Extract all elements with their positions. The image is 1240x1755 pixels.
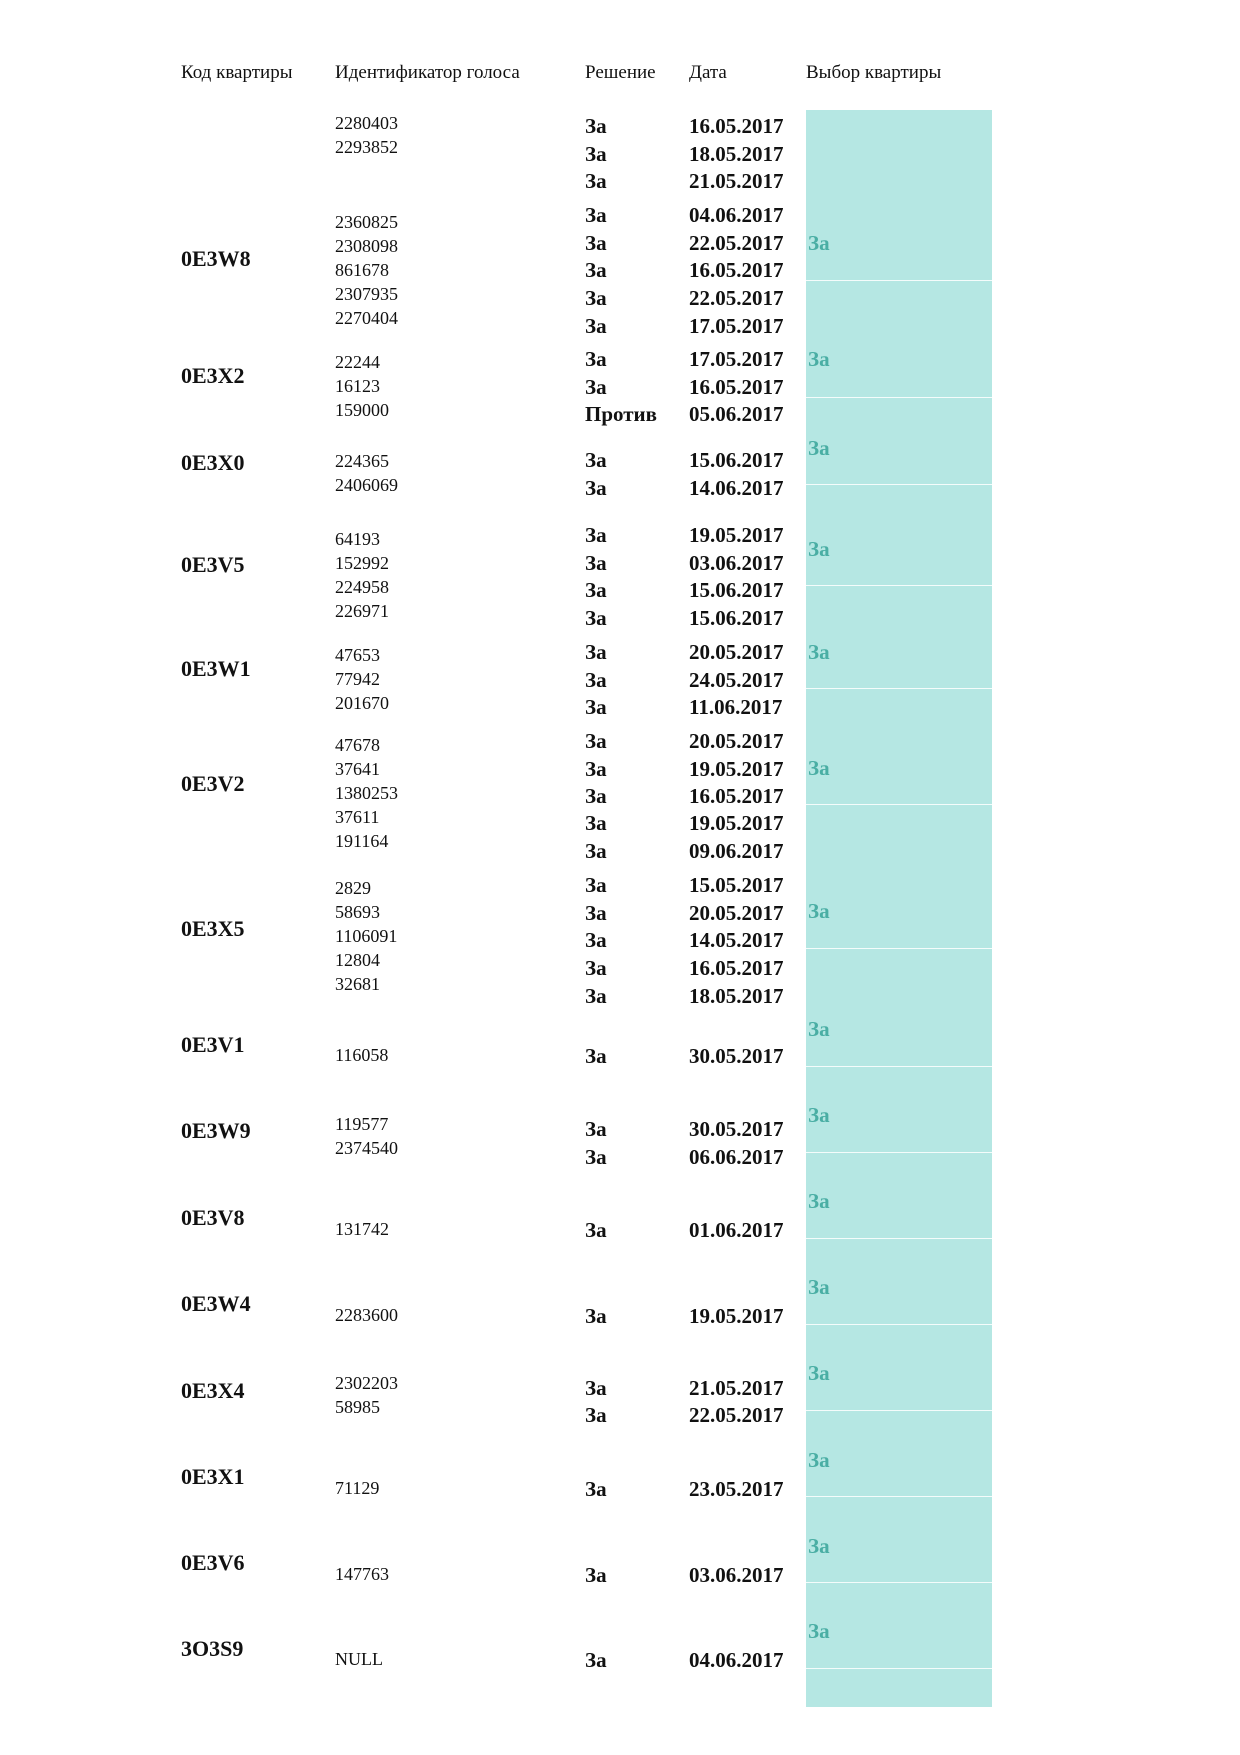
apartment-choice: За bbox=[808, 436, 830, 460]
apartment-choice: За bbox=[808, 756, 830, 780]
vote-id: 2360825 bbox=[335, 212, 398, 232]
vote-id: 119577 bbox=[335, 1114, 389, 1134]
vote-id: 226971 bbox=[335, 601, 389, 621]
vote-date: 30.05.2017 bbox=[689, 1117, 784, 1141]
vote-id: 22244 bbox=[335, 352, 380, 372]
row-divider bbox=[806, 1496, 992, 1497]
apartment-code: 0E3V5 bbox=[181, 552, 245, 577]
vote-decision: За bbox=[585, 142, 607, 166]
vote-date: 15.06.2017 bbox=[689, 606, 784, 630]
vote-date: 16.05.2017 bbox=[689, 114, 784, 138]
apartment-choice: За bbox=[808, 231, 830, 255]
vote-date: 22.05.2017 bbox=[689, 1403, 784, 1427]
apartment-code: 0E3W8 bbox=[181, 246, 251, 271]
vote-id: 224958 bbox=[335, 577, 389, 597]
row-divider bbox=[806, 585, 992, 586]
vote-decision: За bbox=[585, 668, 607, 692]
vote-date: 15.05.2017 bbox=[689, 873, 784, 897]
apartment-choice: За bbox=[808, 1017, 830, 1041]
vote-date: 16.05.2017 bbox=[689, 956, 784, 980]
vote-id: NULL bbox=[335, 1649, 383, 1669]
row-divider bbox=[806, 1668, 992, 1669]
row-divider bbox=[806, 1066, 992, 1067]
vote-id: 58985 bbox=[335, 1397, 380, 1417]
vote-id: 2406069 bbox=[335, 475, 398, 495]
vote-id: 224365 bbox=[335, 451, 389, 471]
vote-date: 17.05.2017 bbox=[689, 347, 784, 371]
vote-date: 06.06.2017 bbox=[689, 1145, 784, 1169]
vote-decision: За bbox=[585, 375, 607, 399]
vote-id: 1380253 bbox=[335, 783, 398, 803]
row-divider bbox=[806, 484, 992, 485]
vote-id: 147763 bbox=[335, 1564, 389, 1584]
vote-date: 16.05.2017 bbox=[689, 375, 784, 399]
vote-decision: За bbox=[585, 203, 607, 227]
vote-id: 2308098 bbox=[335, 236, 398, 256]
apartment-choice: За bbox=[808, 1448, 830, 1472]
vote-id: 2307935 bbox=[335, 284, 398, 304]
apartment-code: 0E3V1 bbox=[181, 1032, 245, 1057]
vote-date: 04.06.2017 bbox=[689, 1648, 784, 1672]
vote-id: 2293852 bbox=[335, 137, 398, 157]
vote-decision: За bbox=[585, 551, 607, 575]
apartment-code: 0E3X4 bbox=[181, 1378, 245, 1403]
vote-date: 11.06.2017 bbox=[689, 695, 783, 719]
vote-date: 22.05.2017 bbox=[689, 286, 784, 310]
vote-decision: За bbox=[585, 729, 607, 753]
vote-id: 2270404 bbox=[335, 308, 398, 328]
header-decision: Решение bbox=[585, 62, 656, 83]
vote-id: 47678 bbox=[335, 735, 380, 755]
vote-decision: За bbox=[585, 757, 607, 781]
vote-decision: За bbox=[585, 606, 607, 630]
apartment-code: 3O3S9 bbox=[181, 1636, 244, 1661]
row-divider bbox=[806, 397, 992, 398]
vote-date: 20.05.2017 bbox=[689, 729, 784, 753]
vote-decision: За bbox=[585, 839, 607, 863]
vote-decision: За bbox=[585, 523, 607, 547]
row-divider bbox=[806, 688, 992, 689]
row-divider bbox=[806, 1238, 992, 1239]
vote-date: 21.05.2017 bbox=[689, 1376, 784, 1400]
vote-decision: За bbox=[585, 1304, 607, 1328]
vote-id: 64193 bbox=[335, 529, 380, 549]
vote-id: 159000 bbox=[335, 400, 389, 420]
vote-date: 14.05.2017 bbox=[689, 928, 784, 952]
apartment-choice: За bbox=[808, 1275, 830, 1299]
apartment-code: 0E3X5 bbox=[181, 916, 245, 941]
vote-date: 17.05.2017 bbox=[689, 314, 784, 338]
vote-date: 30.05.2017 bbox=[689, 1044, 784, 1068]
vote-decision: За bbox=[585, 1218, 607, 1242]
apartment-code: 0E3X1 bbox=[181, 1464, 245, 1489]
vote-decision: За bbox=[585, 1117, 607, 1141]
vote-date: 04.06.2017 bbox=[689, 203, 784, 227]
vote-date: 01.06.2017 bbox=[689, 1218, 784, 1242]
apartment-choice: За bbox=[808, 537, 830, 561]
selection-column bbox=[806, 110, 992, 1707]
vote-date: 16.05.2017 bbox=[689, 784, 784, 808]
vote-id: 2829 bbox=[335, 878, 371, 898]
vote-date: 21.05.2017 bbox=[689, 169, 784, 193]
vote-date: 15.06.2017 bbox=[689, 448, 784, 472]
vote-id: 37611 bbox=[335, 807, 380, 827]
vote-id: 71129 bbox=[335, 1478, 380, 1498]
apartment-code: 0E3V2 bbox=[181, 771, 245, 796]
vote-decision: За bbox=[585, 984, 607, 1008]
vote-id: 861678 bbox=[335, 260, 389, 280]
vote-date: 18.05.2017 bbox=[689, 984, 784, 1008]
vote-date: 19.05.2017 bbox=[689, 811, 784, 835]
row-divider bbox=[806, 1324, 992, 1325]
vote-id: 2280403 bbox=[335, 113, 398, 133]
vote-date: 24.05.2017 bbox=[689, 668, 784, 692]
vote-decision: За bbox=[585, 695, 607, 719]
vote-date: 14.06.2017 bbox=[689, 476, 784, 500]
vote-date: 19.05.2017 bbox=[689, 523, 784, 547]
row-divider bbox=[806, 280, 992, 281]
vote-date: 23.05.2017 bbox=[689, 1477, 784, 1501]
row-divider bbox=[806, 948, 992, 949]
vote-date: 20.05.2017 bbox=[689, 640, 784, 664]
vote-id: 152992 bbox=[335, 553, 389, 573]
vote-id: 2302203 bbox=[335, 1373, 398, 1393]
vote-decision: За bbox=[585, 231, 607, 255]
vote-id: 116058 bbox=[335, 1045, 389, 1065]
vote-date: 20.05.2017 bbox=[689, 901, 784, 925]
apartment-choice: За bbox=[808, 640, 830, 664]
apartment-code: 0E3W1 bbox=[181, 656, 251, 681]
vote-decision: За bbox=[585, 1477, 607, 1501]
vote-id: 37641 bbox=[335, 759, 380, 779]
vote-decision: За bbox=[585, 578, 607, 602]
apartment-code: 0E3V6 bbox=[181, 1550, 245, 1575]
header-code: Код квартиры bbox=[181, 62, 293, 83]
vote-date: 03.06.2017 bbox=[689, 1563, 784, 1587]
vote-date: 03.06.2017 bbox=[689, 551, 784, 575]
apartment-choice: За bbox=[808, 1619, 830, 1643]
vote-decision: За bbox=[585, 1648, 607, 1672]
apartment-code: 0E3W4 bbox=[181, 1291, 251, 1316]
vote-decision: За bbox=[585, 1145, 607, 1169]
vote-decision: За bbox=[585, 1563, 607, 1587]
header-vote-id: Идентификатор голоса bbox=[335, 62, 520, 83]
vote-decision: Против bbox=[585, 402, 657, 426]
row-divider bbox=[806, 1410, 992, 1411]
header-choice: Выбор квартиры bbox=[806, 62, 942, 83]
vote-decision: За bbox=[585, 640, 607, 664]
vote-decision: За bbox=[585, 811, 607, 835]
vote-id: 58693 bbox=[335, 902, 380, 922]
vote-date: 09.06.2017 bbox=[689, 839, 784, 863]
apartment-code: 0E3W9 bbox=[181, 1118, 251, 1143]
vote-id: 131742 bbox=[335, 1219, 389, 1239]
apartment-choice: За bbox=[808, 899, 830, 923]
vote-id: 16123 bbox=[335, 376, 380, 396]
vote-decision: За bbox=[585, 114, 607, 138]
apartment-choice: За bbox=[808, 1534, 830, 1558]
vote-id: 47653 bbox=[335, 645, 380, 665]
vote-decision: За bbox=[585, 1376, 607, 1400]
vote-date: 15.06.2017 bbox=[689, 578, 784, 602]
vote-date: 18.05.2017 bbox=[689, 142, 784, 166]
apartment-code: 0E3X0 bbox=[181, 450, 245, 475]
vote-date: 19.05.2017 bbox=[689, 1304, 784, 1328]
apartment-choice: За bbox=[808, 1103, 830, 1127]
header-date: Дата bbox=[689, 62, 727, 83]
apartment-choice: За bbox=[808, 1361, 830, 1385]
vote-date: 16.05.2017 bbox=[689, 258, 784, 282]
vote-decision: За bbox=[585, 169, 607, 193]
vote-decision: За bbox=[585, 476, 607, 500]
vote-decision: За bbox=[585, 1403, 607, 1427]
vote-date: 05.06.2017 bbox=[689, 402, 784, 426]
vote-decision: За bbox=[585, 258, 607, 282]
vote-decision: За bbox=[585, 347, 607, 371]
apartment-code: 0E3X2 bbox=[181, 363, 245, 388]
apartment-choice: За bbox=[808, 347, 830, 371]
vote-decision: За bbox=[585, 314, 607, 338]
vote-decision: За bbox=[585, 901, 607, 925]
vote-id: 77942 bbox=[335, 669, 380, 689]
vote-id: 2374540 bbox=[335, 1138, 398, 1158]
vote-id: 191164 bbox=[335, 831, 389, 851]
row-divider bbox=[806, 1582, 992, 1583]
vote-id: 1106091 bbox=[335, 926, 398, 946]
apartment-choice: За bbox=[808, 1189, 830, 1213]
vote-decision: За bbox=[585, 873, 607, 897]
vote-decision: За bbox=[585, 784, 607, 808]
vote-date: 22.05.2017 bbox=[689, 231, 784, 255]
vote-date: 19.05.2017 bbox=[689, 757, 784, 781]
row-divider bbox=[806, 1152, 992, 1153]
vote-decision: За bbox=[585, 286, 607, 310]
vote-id: 12804 bbox=[335, 950, 380, 970]
vote-id: 2283600 bbox=[335, 1305, 398, 1325]
vote-id: 32681 bbox=[335, 974, 380, 994]
row-divider bbox=[806, 804, 992, 805]
vote-decision: За bbox=[585, 1044, 607, 1068]
vote-id: 201670 bbox=[335, 693, 389, 713]
vote-decision: За bbox=[585, 448, 607, 472]
vote-decision: За bbox=[585, 928, 607, 952]
apartment-code: 0E3V8 bbox=[181, 1205, 245, 1230]
vote-decision: За bbox=[585, 956, 607, 980]
